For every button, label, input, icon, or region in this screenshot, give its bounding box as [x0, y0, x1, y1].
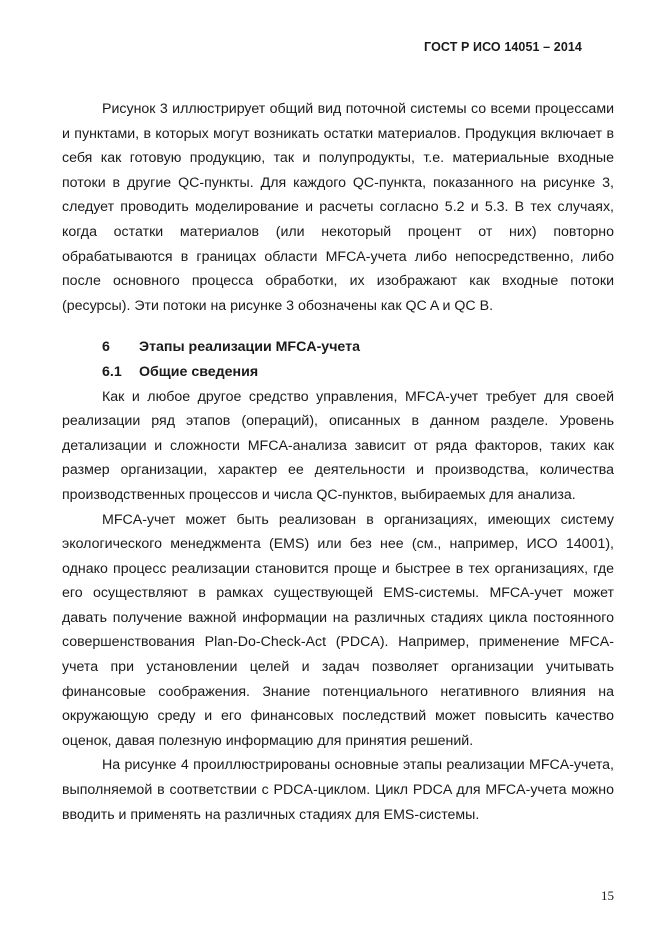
section-heading-6 — [62, 335, 614, 360]
document-body — [62, 97, 614, 827]
section-title: Этапы реализации MFCA-учета — [139, 339, 360, 356]
section-number: 6 — [102, 339, 110, 356]
page-number: 15 — [601, 888, 614, 903]
subsection-title: Общие сведения — [139, 363, 259, 380]
section-heading-6-1 — [62, 360, 614, 385]
document-header — [424, 40, 582, 54]
paragraph-general-info: Как и любое другое средство управления, MFCA-учет требует для своей реализации ряд этапов (операций), описанных в данном разделе. Уровень детализации и сложности MFCA-анализа зависит от ряда факторов, таких как размер организации, характер ее деятельности и производства, количества производственных процессов и числа QC-пунктов, выбираемых для анализа. — [62, 388, 614, 503]
paragraph-ems-implementation: MFCA-учет может быть реализован в организациях, имеющих систему экологического менеджмента (EMS) или без нее (см., например, ИСО 14001), однако процесс реализации становится проще и быстрее в тех организациях, где его осуществляют в рамках существующей EMS-системы. MFCA-учет может давать получение важной информации на различных стадиях цикла постоянного совершенствования Plan-Do-Check-Act (PDCA). Например, применение MFCA-учета при установлении целей и задач позволяет организации учитывать финансовые соображения. Знание потенциального негативного влияния на окружающую среду и его финансовых последствий может повысить качество оценок, давая полезную информацию для принятия решений. — [62, 511, 614, 749]
subsection-number: 6.1 — [102, 363, 122, 380]
paragraph-figure-4-description: На рисунке 4 проиллюстрированы основные этапы реализации MFCA-учета, выполняемой в соответствии с PDCA-циклом. Цикл PDCA для MFCA-учета можно вводить и применять на различных стадиях для EMS-системы. — [62, 757, 614, 823]
standard-id: ГОСТ Р ИСО 14051 – 2014 — [424, 40, 582, 54]
paragraph-figure-3-description: Рисунок 3 иллюстрирует общий вид поточной системы со всеми процессами и пунктами, в которых могут возникать остатки материалов. Продукция включает в себя как готовую продукцию, так и полупродукты, т.е. материальные входные потоки в другие QC-пункты. Для каждого QC-пункта, показанного на рисунке 3, следует проводить моделирование и расчеты согласно 5.2 и 5.3. В тех случаях, когда остатки материалов (или некоторый процент от них) повторно обрабатываются в границах области MFCA-учета либо непосредственно, либо после основного процесса обработки, их изображают как входные потоки (ресурсы). Эти потоки на рисунке 3 обозначены как QC A и QC B. — [62, 101, 614, 314]
